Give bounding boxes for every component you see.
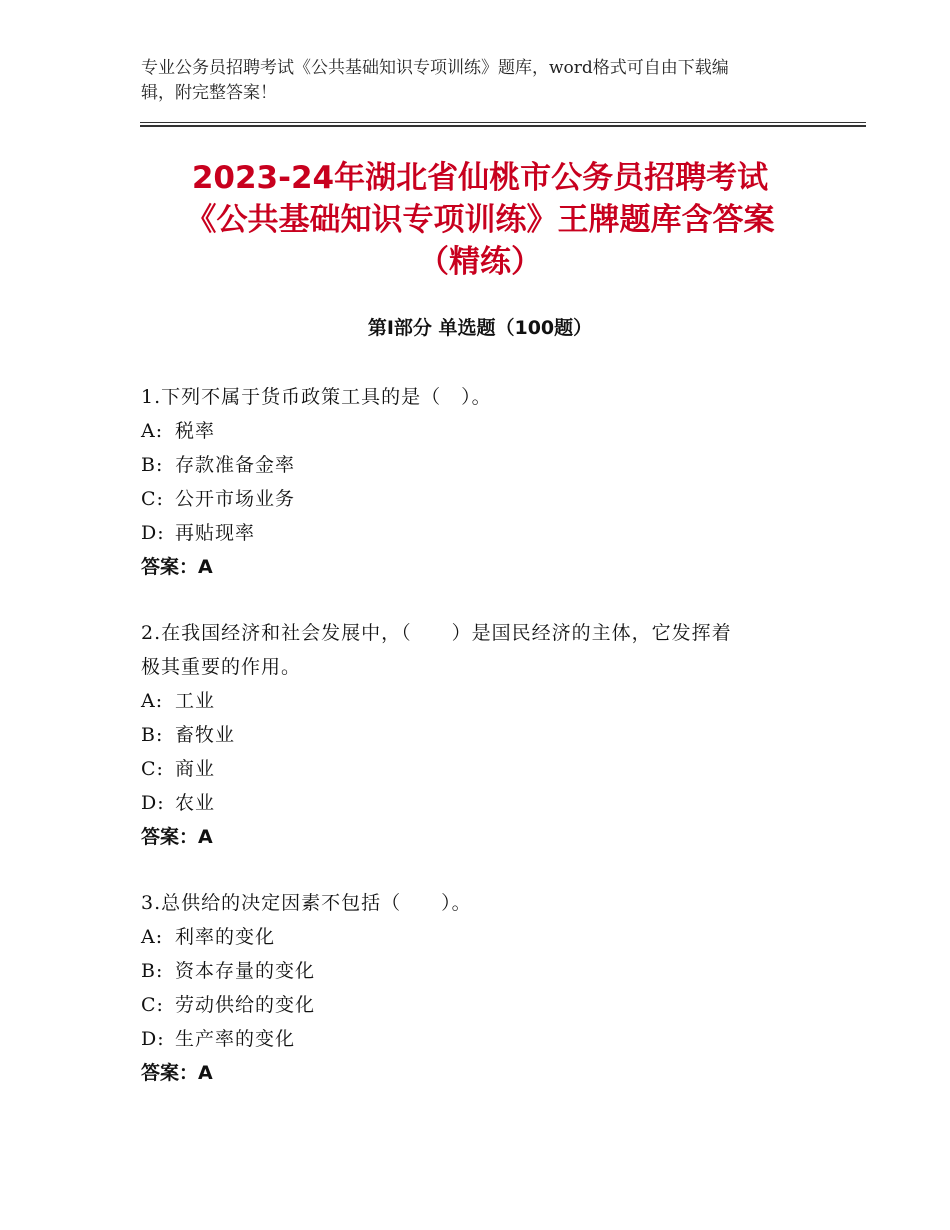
answer-line: 答案：A bbox=[141, 556, 213, 578]
option-text: 利率的变化 bbox=[175, 926, 276, 948]
header-divider-thin bbox=[140, 122, 866, 123]
option-letter: D: bbox=[141, 522, 165, 544]
option-b bbox=[141, 448, 821, 482]
option-letter: B: bbox=[141, 454, 164, 476]
question-stem: 2.在我国经济和社会发展中，（ ）是国民经济的主体，它发挥着 bbox=[141, 622, 732, 644]
option-letter: A: bbox=[141, 690, 164, 712]
option-letter: D: bbox=[141, 792, 165, 814]
option-letter: C: bbox=[141, 488, 164, 510]
question-stem-continued: 极其重要的作用。 bbox=[141, 656, 302, 678]
header-divider-thick bbox=[140, 125, 866, 127]
option-letter: A: bbox=[141, 926, 164, 948]
option-a bbox=[141, 414, 821, 448]
option-a bbox=[141, 920, 821, 954]
document-title bbox=[120, 157, 840, 283]
option-text: 再贴现率 bbox=[175, 522, 256, 544]
option-b bbox=[141, 954, 821, 988]
answer-line: 答案：A bbox=[141, 1062, 213, 1084]
header-note-line-1: 专业公务员招聘考试《公共基础知识专项训练》题库，word格式可自由下载编 bbox=[141, 58, 729, 78]
option-c bbox=[141, 752, 821, 786]
option-d bbox=[141, 516, 821, 550]
option-letter: C: bbox=[141, 758, 164, 780]
option-text: 农业 bbox=[175, 792, 216, 814]
option-letter: B: bbox=[141, 960, 164, 982]
option-c bbox=[141, 988, 821, 1022]
header-note-line-2: 辑，附完整答案！ bbox=[141, 83, 277, 103]
option-b bbox=[141, 718, 821, 752]
question-stem: 3.总供给的决定因素不包括（ ）。 bbox=[141, 892, 472, 914]
option-c bbox=[141, 482, 821, 516]
option-letter: D: bbox=[141, 1028, 165, 1050]
option-text: 劳动供给的变化 bbox=[175, 994, 316, 1016]
question-2 bbox=[141, 616, 821, 854]
option-text: 资本存量的变化 bbox=[175, 960, 316, 982]
option-text: 畜牧业 bbox=[175, 724, 236, 746]
option-d bbox=[141, 1022, 821, 1056]
title-line-3: （精练） bbox=[418, 244, 542, 280]
option-text: 生产率的变化 bbox=[175, 1028, 296, 1050]
header-note bbox=[141, 56, 801, 106]
option-text: 工业 bbox=[175, 690, 216, 712]
section-heading: 第Ⅰ部分 单选题（100题） bbox=[367, 317, 593, 339]
option-text: 税率 bbox=[175, 420, 216, 442]
option-a bbox=[141, 684, 821, 718]
question-list bbox=[141, 380, 821, 1122]
option-text: 商业 bbox=[175, 758, 216, 780]
question-3 bbox=[141, 886, 821, 1090]
option-letter: C: bbox=[141, 994, 164, 1016]
option-letter: A: bbox=[141, 420, 164, 442]
title-line-2: 《公共基础知识专项训练》王牌题库含答案 bbox=[185, 202, 775, 238]
question-stem: 1.下列不属于货币政策工具的是（ ）。 bbox=[141, 386, 492, 408]
answer-line: 答案：A bbox=[141, 826, 213, 848]
question-1 bbox=[141, 380, 821, 584]
option-d bbox=[141, 786, 821, 820]
option-text: 公开市场业务 bbox=[175, 488, 296, 510]
option-letter: B: bbox=[141, 724, 164, 746]
option-text: 存款准备金率 bbox=[175, 454, 296, 476]
title-line-1: 2023-24年湖北省仙桃市公务员招聘考试 bbox=[191, 160, 769, 196]
